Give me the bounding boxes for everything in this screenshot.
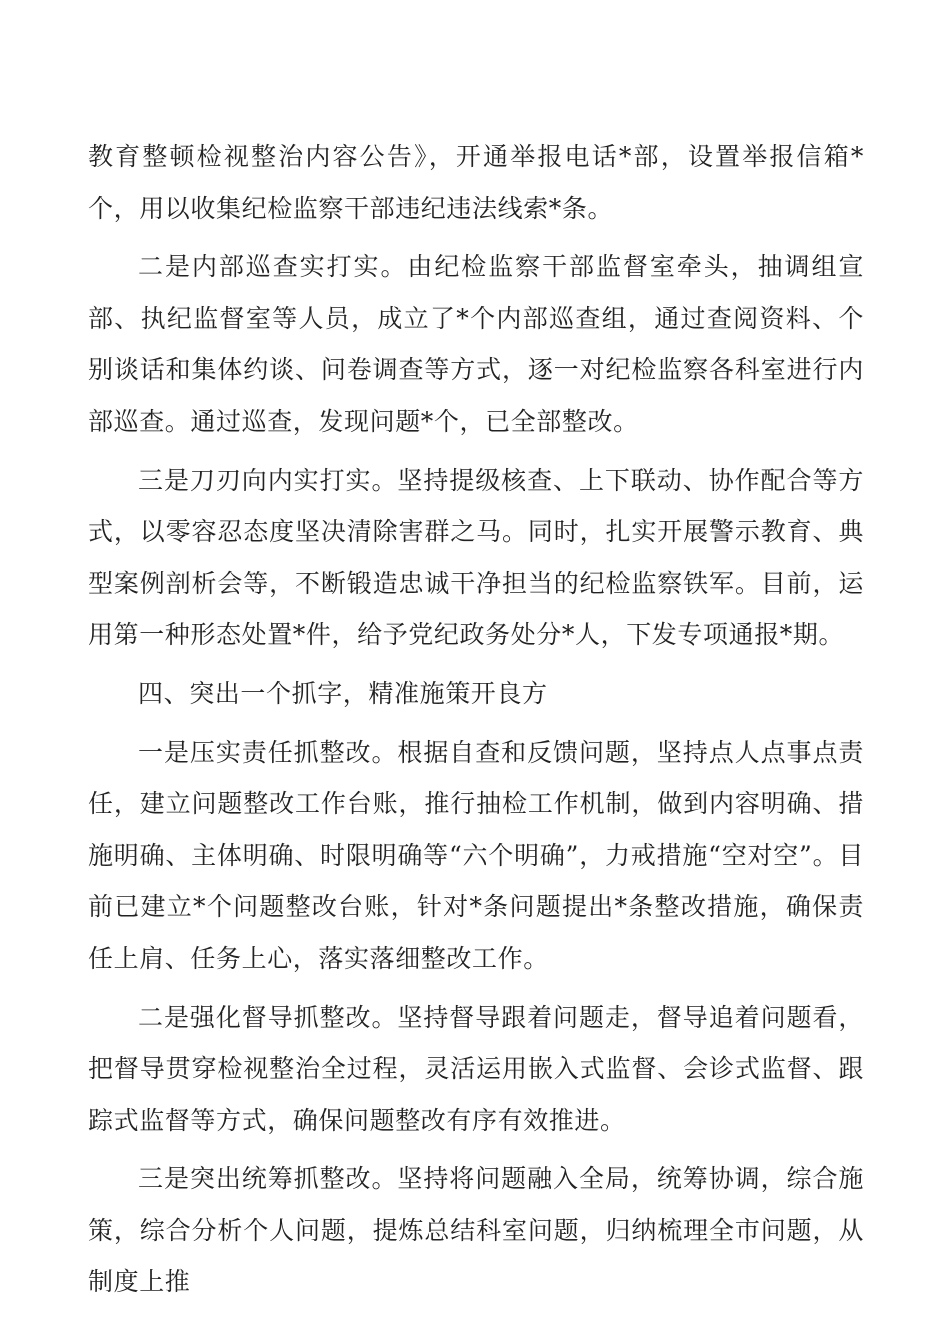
paragraph-self-purification: 三是刀刃向内实打实。坚持提级核查、上下联动、协作配合等方式，以零容忍态度坚决清除害群之马。同时，扎实开展警示教育、典型案例剖析会等，不断锻造忠诚干净担当的纪检监察铁军。目前，运用第一种形态处置*件，给予党纪政务处分*人，下发专项通报*期。: [88, 465, 864, 650]
paragraph-report-channels: 教育整顿检视整治内容公告》，开通举报电话*部，设置举报信箱*个，用以收集纪检监察干部违纪违法线索*条。: [88, 142, 864, 223]
paragraph-coordination-rectification: 三是突出统筹抓整改。坚持将问题融入全局，统筹协调，综合施策，综合分析个人问题，提炼总结科室问题，归纳梳理全市问题，从制度上推: [88, 1164, 864, 1297]
paragraph-supervision-rectification: 二是强化督导抓整改。坚持督导跟着问题走，督导追着问题看，把督导贯穿检视整治全过程，灵活运用嵌入式监督、会诊式监督、跟踪式监督等方式，确保问题整改有序有效推进。: [88, 1002, 864, 1135]
document-body: [88, 131, 864, 1308]
paragraph-internal-inspection: 二是内部巡查实打实。由纪检监察干部监督室牵头，抽调组宣部、执纪监督室等人员，成立了*个内部巡查组，通过查阅资料、个别谈话和集体约谈、问卷调查等方式，逐一对纪检监察各科室进行内部巡查。通过巡查，发现问题*个，已全部整改。: [88, 252, 864, 436]
paragraph-responsibility-rectification: 一是压实责任抓整改。根据自查和反馈问题，坚持点人点事点责任，建立问题整改工作台账，推行抽检工作机制，做到内容明确、措施明确、主体明确、时限明确等“六个明确”，力戒措施“空对空”。目前已建立*个问题整改台账，针对*条问题提出*条整改措施，确保责任上肩、任务上心，落实落细整改工作。: [88, 737, 864, 973]
section-heading-four: 四、突出一个抓字，精准施策开良方: [138, 678, 548, 708]
